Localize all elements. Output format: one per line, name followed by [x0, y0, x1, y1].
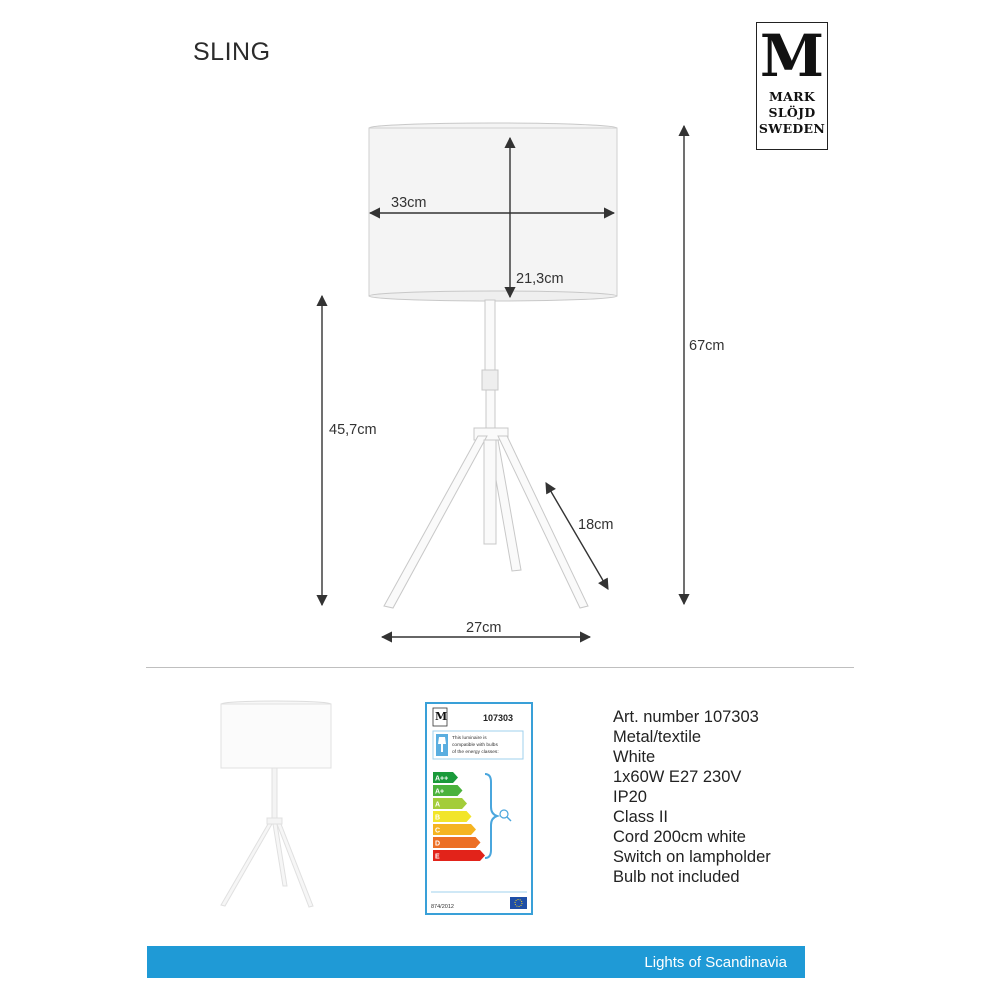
- energy-note-3: of the energy classes:: [452, 750, 499, 755]
- spec-item: White: [613, 748, 656, 766]
- dim-leg-length: 18cm: [578, 517, 614, 533]
- logo-line-3: SWEDEN: [758, 121, 826, 136]
- energy-class-label: D: [435, 840, 441, 848]
- spec-item: Switch on lampholder: [613, 848, 771, 866]
- product-thumbnail: [215, 698, 345, 913]
- spec-item: IP20: [613, 788, 647, 806]
- spec-item: 1x60W E27 230V: [613, 768, 742, 786]
- bulb-pointer-icon: [500, 810, 511, 821]
- lamp-shade: [369, 123, 617, 301]
- energy-class-scale: [433, 772, 485, 861]
- energy-class-label: A+: [435, 788, 445, 796]
- spec-list: [613, 707, 771, 887]
- footer-banner: [147, 946, 805, 978]
- section-divider: [146, 667, 854, 668]
- bulb-icon: [436, 734, 448, 756]
- lamp-legs: [384, 436, 588, 608]
- spec-item: Metal/textile: [613, 728, 702, 746]
- dim-base-height: 45,7cm: [329, 422, 377, 438]
- energy-label-logo: M: [435, 710, 448, 723]
- eu-flag-icon: [510, 897, 527, 909]
- energy-class-label: B: [435, 814, 441, 822]
- energy-class-bar: [433, 837, 481, 848]
- spec-item: Bulb not included: [613, 868, 740, 886]
- logo-line-1: MARK: [769, 89, 815, 104]
- dim-shade-width: 33cm: [391, 195, 427, 211]
- lamp-stem: [474, 300, 508, 440]
- dim-base-width: 27cm: [466, 620, 502, 636]
- energy-note-2: compatible with bulbs: [452, 743, 498, 748]
- energy-note-1: This luminaire is: [452, 736, 487, 741]
- logo-line-2: SLÖJD: [768, 105, 816, 120]
- energy-regulation: 874/2012: [431, 904, 454, 910]
- energy-label: [425, 702, 533, 915]
- energy-label-graphic: [427, 704, 531, 913]
- energy-class-label: A: [435, 801, 441, 809]
- footer-tagline: Lights of Scandinavia: [644, 954, 787, 971]
- energy-class-label: A++: [435, 775, 449, 783]
- energy-label-article: 107303: [483, 713, 514, 723]
- logo-letter: M: [759, 22, 825, 90]
- product-title: SLING: [193, 38, 271, 66]
- spec-item: Cord 200cm white: [613, 828, 746, 846]
- dim-total-height: 67cm: [689, 338, 725, 354]
- dim-shade-height: 21,3cm: [516, 271, 564, 287]
- energy-class-label: E: [435, 853, 440, 861]
- energy-class-bar: [433, 850, 485, 861]
- spec-item: Art. number 107303: [613, 708, 759, 726]
- energy-class-label: C: [435, 827, 441, 835]
- spec-item: Class II: [613, 808, 669, 826]
